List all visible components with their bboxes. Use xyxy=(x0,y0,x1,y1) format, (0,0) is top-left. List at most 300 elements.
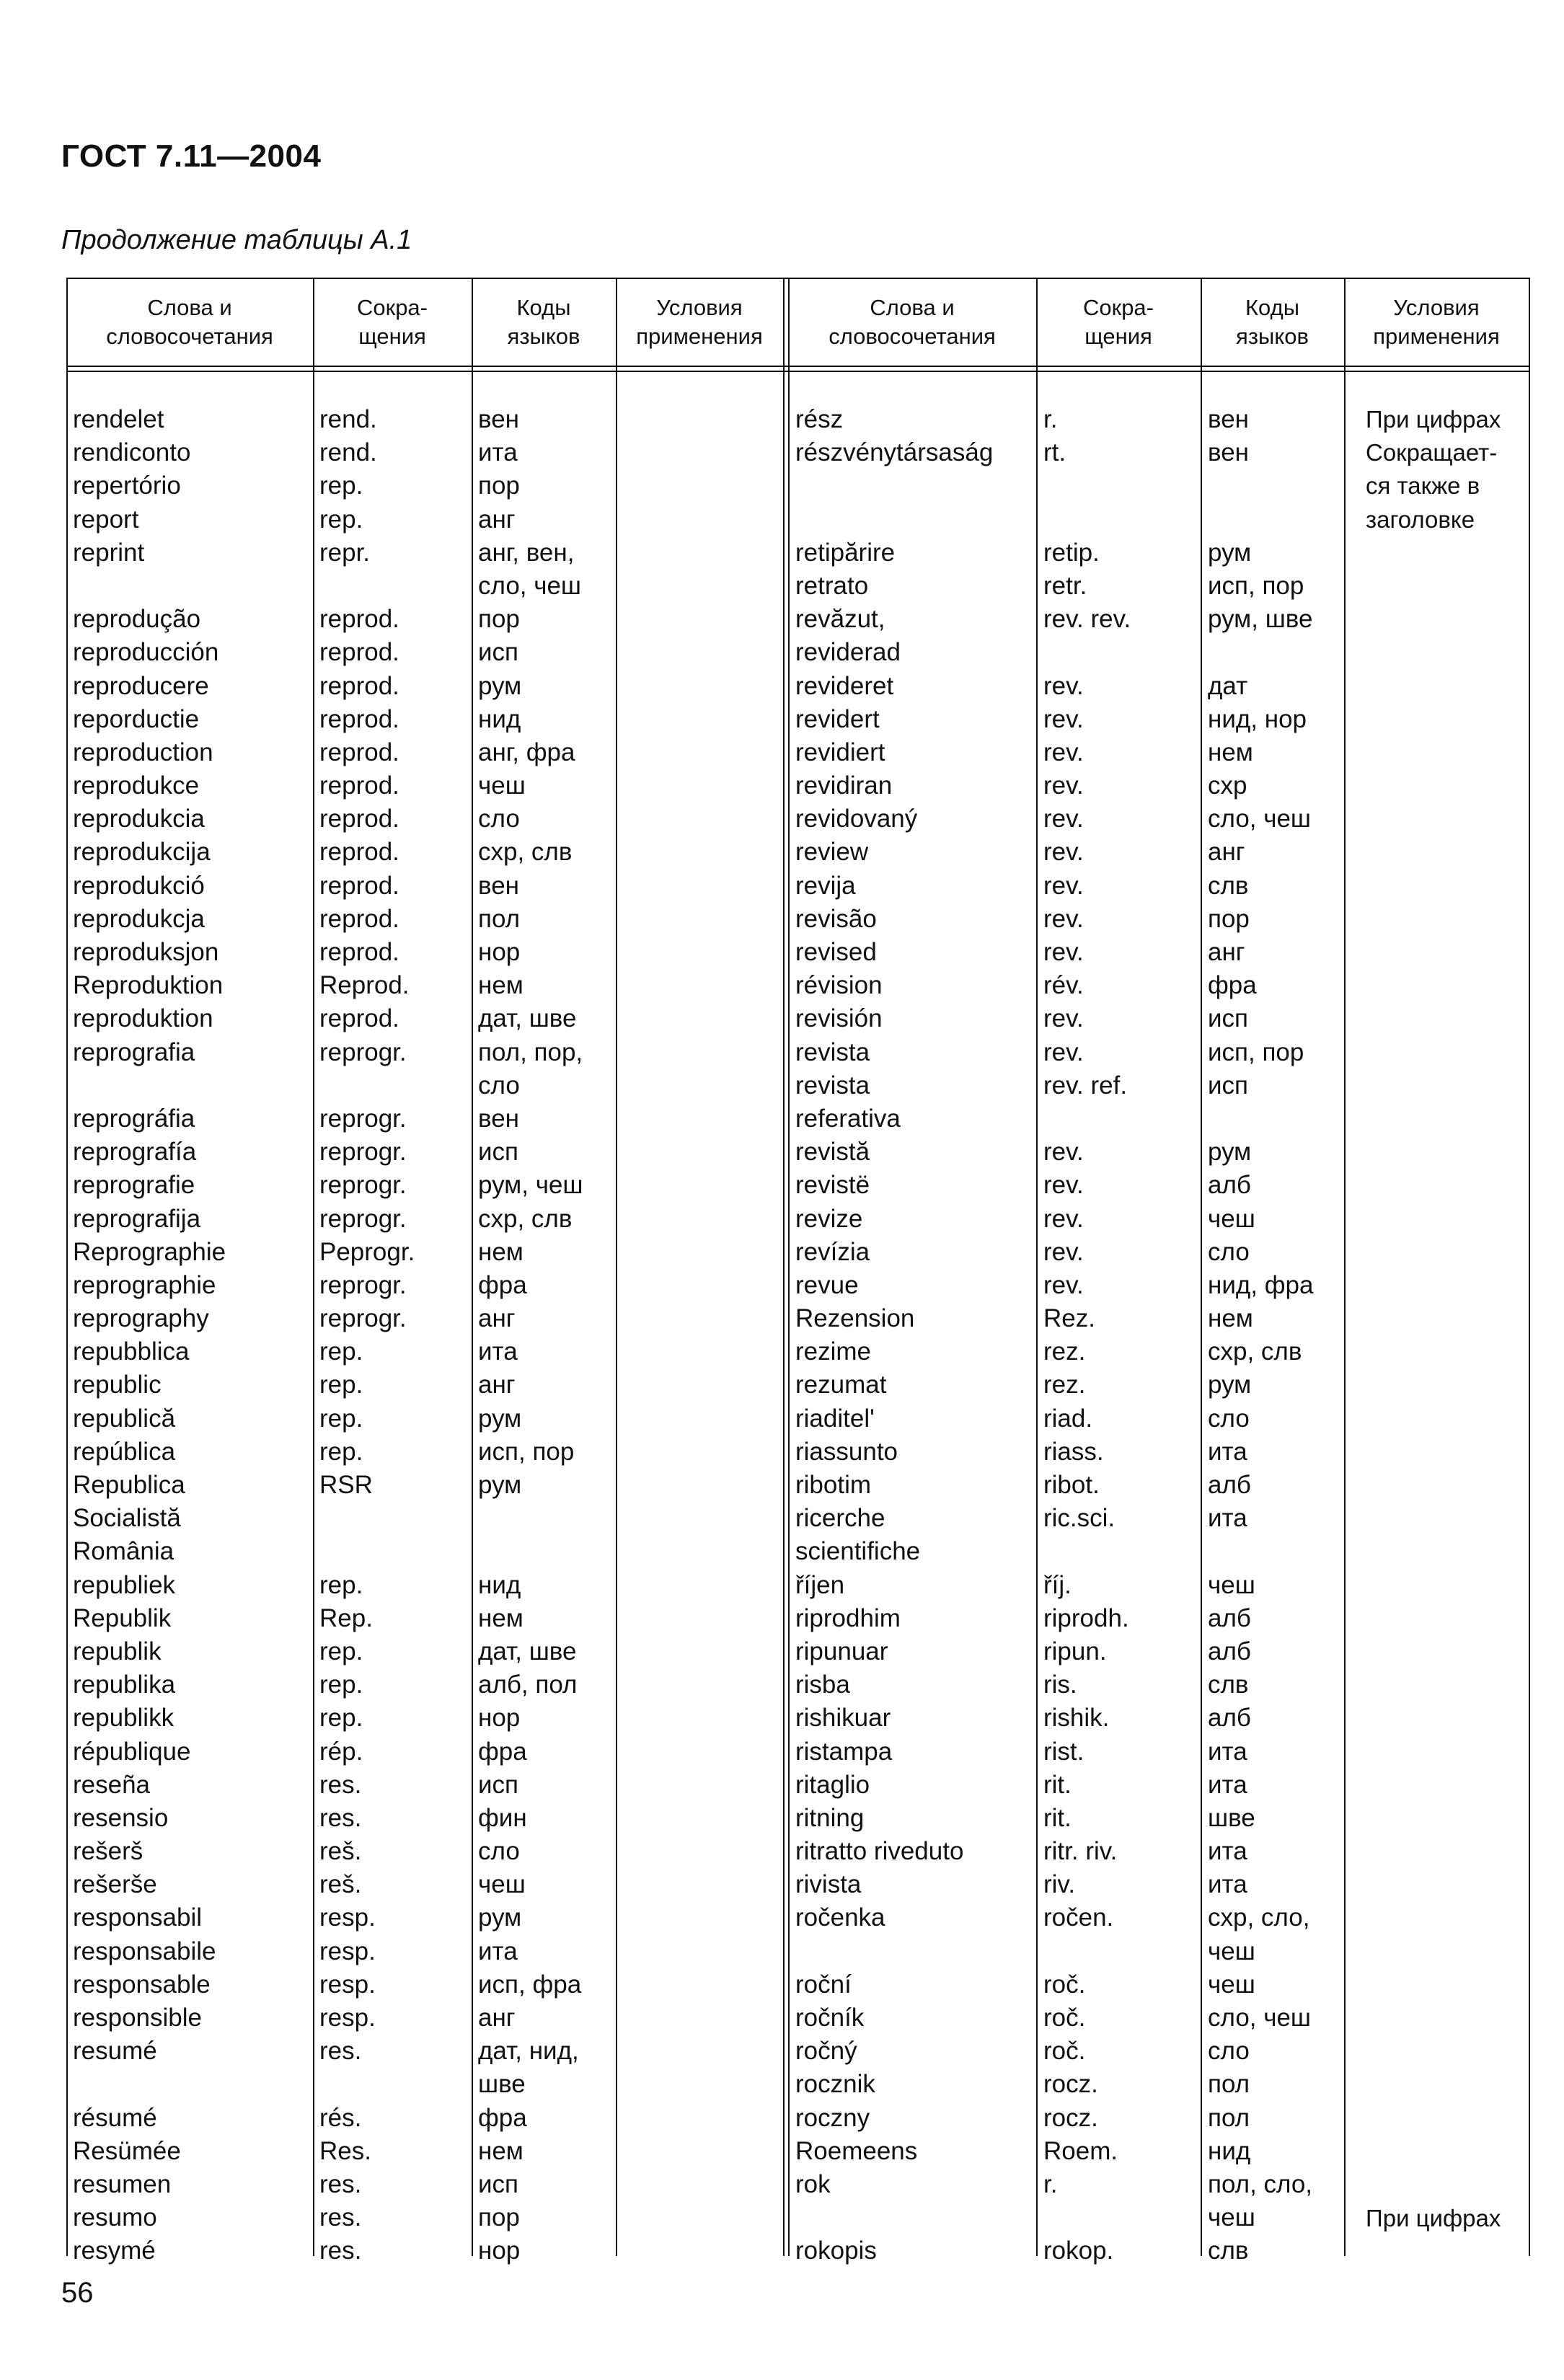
language-code-cell: исп, пор xyxy=(1208,571,1304,600)
word-cell: retipărire xyxy=(795,538,896,567)
language-code-cell: дат xyxy=(1208,671,1248,700)
table-row xyxy=(66,403,783,436)
abbreviation-cell: rokop. xyxy=(1043,2237,1114,2265)
abbreviation-cell: res. xyxy=(319,2237,362,2265)
language-code-cell: исп, фра xyxy=(478,1970,582,1999)
abbreviation-cell: rev. xyxy=(1043,1038,1084,1066)
language-code-cell: сло xyxy=(478,805,520,833)
table-row xyxy=(788,403,1344,436)
table-row xyxy=(66,2068,783,2101)
abbreviation-cell: res. xyxy=(319,1803,362,1832)
language-code-cell: схр, сло, xyxy=(1208,1903,1310,1932)
table-row xyxy=(66,1901,783,1934)
left-table-body xyxy=(66,403,783,2268)
word-cell: risba xyxy=(795,1671,850,1699)
word-cell: ročník xyxy=(795,2004,865,2032)
abbreviation-cell: rt. xyxy=(1043,438,1066,467)
table-row xyxy=(788,1635,1344,1668)
language-code-cell: пор xyxy=(1208,904,1250,933)
language-code-cell: рум xyxy=(1208,1371,1252,1399)
abbreviation-cell: ročen. xyxy=(1043,1903,1114,1932)
abbreviation-cell: rend. xyxy=(319,405,377,433)
abbreviation-cell: rév. xyxy=(1043,971,1084,1000)
language-code-cell: сло, чеш xyxy=(1208,805,1312,833)
header-words: Слова и словосочетания xyxy=(829,295,996,349)
abbreviation-cell: ris. xyxy=(1043,1671,1077,1699)
language-code-cell: пол xyxy=(1208,2070,1250,2099)
word-cell: rendelet xyxy=(73,405,164,433)
word-cell: revidert xyxy=(795,704,880,733)
word-cell: revidovaný xyxy=(795,805,918,833)
word-cell: ročenka xyxy=(795,1903,885,1932)
abbreviation-cell: rep. xyxy=(319,1704,363,1733)
word-cell: reproducere xyxy=(73,671,209,700)
condition-note: При цифрах Сокращает- ся также в заголовке xyxy=(1366,406,1501,533)
language-code-cell: пор xyxy=(478,2203,520,2232)
word-cell: republiek xyxy=(73,1570,176,1599)
table-row xyxy=(66,603,783,636)
word-cell: ribotim xyxy=(795,1471,872,1499)
word-cell: reprografija xyxy=(73,1204,201,1233)
table-row xyxy=(66,1469,783,1502)
table-caption: Продолжение таблицы А.1 xyxy=(61,225,412,255)
table-row xyxy=(66,1835,783,1868)
language-code-cell: слв xyxy=(1208,2237,1249,2265)
word-cell: republic xyxy=(73,1371,162,1399)
abbreviation-cell: rep. xyxy=(319,1570,363,1599)
abbreviation-cell: ribot. xyxy=(1043,1471,1100,1499)
abbreviation-cell: repr. xyxy=(319,538,371,567)
word-cell: república xyxy=(73,1437,176,1466)
table-row xyxy=(66,636,783,669)
word-cell: részvénytársaság xyxy=(795,438,994,467)
word-cell: rok xyxy=(795,2169,831,2198)
language-code-cell: исп, пор xyxy=(478,1437,575,1466)
table-row xyxy=(788,1435,1344,1469)
table-row xyxy=(788,2035,1344,2068)
word-cell: resumen xyxy=(73,2169,172,2198)
table-row xyxy=(66,1502,783,1535)
abbreviation-cell: reprod. xyxy=(319,638,399,667)
table-row xyxy=(788,1069,1344,1102)
language-code-cell: анг xyxy=(478,505,516,534)
table-row xyxy=(788,1968,1344,2001)
table-row xyxy=(66,1802,783,1835)
language-code-cell: нем xyxy=(1208,1304,1253,1333)
table-row xyxy=(788,436,1344,469)
table-row xyxy=(66,670,783,703)
abbreviation-cell: rev. xyxy=(1043,1171,1084,1200)
word-cell: scientifiche xyxy=(795,1537,921,1566)
header-language-codes: Коды языков xyxy=(1236,295,1309,349)
language-code-cell: рум, чеш xyxy=(478,1171,583,1200)
table-row xyxy=(788,2068,1344,2101)
language-code-cell: сло xyxy=(1208,1404,1250,1433)
abbreviation-cell: reprod. xyxy=(319,738,399,766)
language-code-cell: вен xyxy=(1208,438,1249,467)
language-code-cell: чеш xyxy=(1208,1970,1255,1999)
language-code-cell: пор xyxy=(478,605,520,634)
table-row xyxy=(66,469,783,503)
abbreviation-cell: ritr. riv. xyxy=(1043,1837,1118,1866)
word-cell: reprodukce xyxy=(73,771,200,800)
abbreviation-cell: retr. xyxy=(1043,571,1087,600)
language-code-cell: алб xyxy=(1208,1171,1251,1200)
table-row xyxy=(66,536,783,570)
abbreviation-cell: rev. xyxy=(1043,771,1084,800)
abbreviation-cell: rep. xyxy=(319,1671,363,1699)
language-code-cell: нид xyxy=(1208,2136,1251,2165)
page-number: 56 xyxy=(61,2277,94,2309)
abbreviation-cell: rep. xyxy=(319,505,363,534)
right-table-body xyxy=(788,403,1344,2268)
language-code-cell: рум xyxy=(1208,538,1252,567)
table-row xyxy=(788,570,1344,603)
table-row xyxy=(66,1002,783,1035)
word-cell: România xyxy=(73,1537,174,1566)
word-cell: revidiert xyxy=(795,738,885,766)
abbreviation-cell: rev. xyxy=(1043,1237,1084,1266)
language-code-cell: исп xyxy=(1208,1071,1249,1100)
word-cell: reprodukcja xyxy=(73,904,205,933)
language-code-cell: схр, слв xyxy=(1208,1337,1302,1366)
word-cell: reprodukció xyxy=(73,871,205,900)
language-code-cell: пол xyxy=(1208,2103,1250,2132)
word-cell: říjen xyxy=(795,1570,845,1599)
word-cell: Rezension xyxy=(795,1304,915,1333)
table-row xyxy=(66,1136,783,1169)
abbreviation-cell: rev. xyxy=(1043,1204,1084,1233)
table-row xyxy=(66,1302,783,1335)
word-cell: roční xyxy=(795,1970,852,1999)
language-code-cell: исп xyxy=(478,1770,519,1799)
abbreviation-cell: reprod. xyxy=(319,938,399,966)
language-code-cell: пол, пор, xyxy=(478,1038,583,1066)
word-cell: reporductie xyxy=(73,704,200,733)
word-cell: revistă xyxy=(795,1138,870,1167)
table-row xyxy=(788,1469,1344,1502)
word-cell: rész xyxy=(795,405,844,433)
word-cell: revised xyxy=(795,938,877,966)
table-row xyxy=(66,1569,783,1602)
word-cell: revisão xyxy=(795,904,877,933)
language-code-cell: чеш xyxy=(1208,1204,1255,1233)
table-row xyxy=(788,636,1344,669)
abbreviation-cell: reprogr. xyxy=(319,1204,407,1233)
table-row xyxy=(788,603,1344,636)
abbreviation-cell: rit. xyxy=(1043,1803,1072,1832)
word-cell: rishikuar xyxy=(795,1704,891,1733)
language-code-cell: анг xyxy=(1208,838,1245,867)
language-code-cell: нем xyxy=(478,1237,523,1266)
language-code-cell: вен xyxy=(1208,405,1249,433)
word-cell: republik xyxy=(73,1637,162,1665)
word-cell: ristampa xyxy=(795,1737,893,1766)
language-code-cell: анг xyxy=(478,1304,516,1333)
abbreviation-cell: rocz. xyxy=(1043,2103,1098,2132)
abbreviation-cell: reprogr. xyxy=(319,1171,407,1200)
table-row xyxy=(66,1968,783,2001)
language-code-cell: анг xyxy=(1208,938,1245,966)
word-cell: riprodhim xyxy=(795,1603,901,1632)
abbreviation-cell: rev. xyxy=(1043,805,1084,833)
language-code-cell: алб xyxy=(1208,1704,1251,1733)
language-code-cell: схр, слв xyxy=(478,1204,573,1233)
abbreviation-cell: rev. xyxy=(1043,871,1084,900)
table-row xyxy=(788,703,1344,736)
language-code-cell: пол xyxy=(478,904,521,933)
word-cell: revăzut, xyxy=(795,605,885,634)
table-row xyxy=(788,870,1344,903)
word-cell: république xyxy=(73,1737,191,1766)
abbreviation-cell: rev. xyxy=(1043,938,1084,966)
language-code-cell: фра xyxy=(1208,971,1257,1000)
word-cell: revize xyxy=(795,1204,863,1233)
word-cell: rocznik xyxy=(795,2070,875,2099)
word-cell: reprográfia xyxy=(73,1104,195,1133)
word-cell: revideret xyxy=(795,671,894,700)
table-row xyxy=(66,1435,783,1469)
language-code-cell: нем xyxy=(478,971,523,1000)
language-code-cell: анг xyxy=(478,2004,516,2032)
header-conditions: Условия применения xyxy=(636,295,763,349)
word-cell: ročný xyxy=(795,2037,857,2066)
language-code-cell: исп xyxy=(478,638,519,667)
abbreviation-cell: reprogr. xyxy=(319,1104,407,1133)
word-cell: reprographie xyxy=(73,1270,216,1299)
abbreviation-cell: Reprod. xyxy=(319,971,410,1000)
word-cell: republika xyxy=(73,1671,176,1699)
header-language-codes: Коды языков xyxy=(507,295,580,349)
word-cell: ritning xyxy=(795,1803,865,1832)
word-cell: reprodukcia xyxy=(73,805,205,833)
abbreviation-cell: reprod. xyxy=(319,605,399,634)
word-cell: Republica xyxy=(73,1471,185,1499)
table-row xyxy=(66,969,783,1002)
abbreviation-cell: rev. rev. xyxy=(1043,605,1131,634)
abbreviation-cell: reš. xyxy=(319,1870,362,1899)
language-code-cell: шве xyxy=(478,2070,526,2099)
header-divider xyxy=(66,366,1530,372)
abbreviation-cell: Res. xyxy=(319,2136,371,2165)
word-cell: reviderad xyxy=(795,638,901,667)
language-code-cell: исп, пор xyxy=(1208,1038,1304,1066)
word-cell: rezime xyxy=(795,1337,872,1366)
table-row xyxy=(788,736,1344,769)
abbreviation-cell: reprod. xyxy=(319,771,399,800)
language-code-cell: чеш xyxy=(1208,1937,1255,1965)
word-cell: responsable xyxy=(73,1970,211,1999)
table-row xyxy=(66,1169,783,1202)
abbreviation-table xyxy=(66,278,1530,2265)
language-code-cell: дат, шве xyxy=(478,1637,577,1665)
word-cell: resymé xyxy=(73,2237,156,2265)
table-row xyxy=(788,536,1344,570)
word-cell: Republik xyxy=(73,1603,172,1632)
language-code-cell: ита xyxy=(1208,1737,1247,1766)
table-row xyxy=(66,2001,783,2035)
table-row xyxy=(66,1769,783,1802)
table-row xyxy=(788,1502,1344,1535)
language-code-cell: рум xyxy=(478,1404,522,1433)
table-row xyxy=(66,736,783,769)
table-row xyxy=(66,1102,783,1136)
abbreviation-cell: reš. xyxy=(319,1837,362,1866)
table-row xyxy=(788,670,1344,703)
abbreviation-cell: reprogr. xyxy=(319,1038,407,1066)
word-cell: revízia xyxy=(795,1237,870,1266)
language-code-cell: алб xyxy=(1208,1471,1251,1499)
table-row xyxy=(66,1335,783,1368)
word-cell: resensio xyxy=(73,1803,169,1832)
word-cell: revidiran xyxy=(795,771,893,800)
table-row xyxy=(788,836,1344,869)
word-cell: rendiconto xyxy=(73,438,191,467)
language-code-cell: чеш xyxy=(1208,1570,1255,1599)
table-row xyxy=(66,2102,783,2135)
word-cell: reprografie xyxy=(73,1171,195,1200)
language-code-cell: чеш xyxy=(478,771,526,800)
word-cell: republikk xyxy=(73,1704,174,1733)
word-cell: ritaglio xyxy=(795,1770,870,1799)
language-code-cell: сло, чеш xyxy=(1208,2004,1312,2032)
table-row xyxy=(66,1535,783,1568)
word-cell: republică xyxy=(73,1404,176,1433)
table-border-right xyxy=(1529,279,1530,2256)
abbreviation-cell: roč. xyxy=(1043,2004,1086,2032)
table-row xyxy=(788,2201,1344,2234)
word-cell: rešerš xyxy=(73,1837,143,1866)
table-row xyxy=(66,1036,783,1069)
table-row xyxy=(788,1535,1344,1568)
header-words: Слова и словосочетания xyxy=(106,295,273,349)
word-cell: riassunto xyxy=(795,1437,898,1466)
abbreviation-cell: riass. xyxy=(1043,1437,1104,1466)
language-code-cell: дат, шве xyxy=(478,1004,577,1033)
language-code-cell: вен xyxy=(478,871,519,900)
abbreviation-cell: resp. xyxy=(319,1970,376,1999)
word-cell: rivista xyxy=(795,1870,862,1899)
language-code-cell: фин xyxy=(478,1803,527,1832)
abbreviation-cell: r. xyxy=(1043,405,1058,433)
language-code-cell: сло xyxy=(1208,2037,1250,2066)
table-row xyxy=(66,1368,783,1402)
table-row xyxy=(788,469,1344,503)
condition-note: При цифрах xyxy=(1366,2205,1501,2231)
word-cell: reproducción xyxy=(73,638,219,667)
language-code-cell: нид xyxy=(478,1570,521,1599)
table-row xyxy=(788,1735,1344,1769)
language-code-cell: пол, сло, xyxy=(1208,2169,1313,2198)
language-code-cell: слв xyxy=(1208,1671,1249,1699)
abbreviation-cell: rep. xyxy=(319,1371,363,1399)
table-row xyxy=(66,1402,783,1435)
language-code-cell: нем xyxy=(1208,738,1253,766)
language-code-cell: нор xyxy=(478,938,521,966)
table-row xyxy=(66,1236,783,1269)
table-row xyxy=(788,2135,1344,2168)
language-code-cell: вен xyxy=(478,1104,519,1133)
abbreviation-cell: rocz. xyxy=(1043,2070,1098,2099)
language-code-cell: анг, вен, xyxy=(478,538,575,567)
language-code-cell: исп xyxy=(478,1138,519,1167)
language-code-cell: рум xyxy=(1208,1138,1252,1167)
table-row xyxy=(788,1302,1344,1335)
table-row xyxy=(788,769,1344,802)
abbreviation-cell: retip. xyxy=(1043,538,1100,567)
table-row xyxy=(788,1203,1344,1236)
word-cell: responsabile xyxy=(73,1937,216,1965)
table-row xyxy=(66,802,783,836)
table-row xyxy=(788,1402,1344,1435)
language-code-cell: исп xyxy=(1208,1004,1249,1033)
abbreviation-cell: rev. xyxy=(1043,1004,1084,1033)
word-cell: reprodukcija xyxy=(73,838,211,867)
document-code: ГОСТ 7.11—2004 xyxy=(61,138,322,174)
language-code-cell: нид, нор xyxy=(1208,704,1307,733)
abbreviation-cell: reprogr. xyxy=(319,1138,407,1167)
language-code-cell: нид xyxy=(478,704,521,733)
abbreviation-cell: rev. xyxy=(1043,904,1084,933)
table-row xyxy=(66,503,783,536)
language-code-cell: нид, фра xyxy=(1208,1270,1314,1299)
language-code-cell: нем xyxy=(478,1603,523,1632)
table-row xyxy=(66,1868,783,1901)
table-row xyxy=(66,2035,783,2068)
word-cell: reproduksjon xyxy=(73,938,219,966)
table-row xyxy=(788,1335,1344,1368)
table-row xyxy=(788,903,1344,936)
language-code-cell: сло xyxy=(478,1837,520,1866)
language-code-cell: схр xyxy=(1208,771,1247,800)
abbreviation-cell: rev. xyxy=(1043,1138,1084,1167)
word-cell: revue xyxy=(795,1270,859,1299)
table-row xyxy=(788,1269,1344,1302)
table-row xyxy=(788,936,1344,969)
word-cell: révision xyxy=(795,971,883,1000)
language-code-cell: ита xyxy=(1208,1770,1247,1799)
word-cell: revista xyxy=(795,1038,870,1066)
abbreviation-cell: rishik. xyxy=(1043,1704,1110,1733)
table-row xyxy=(788,503,1344,536)
word-cell: roczny xyxy=(795,2103,870,2132)
language-code-cell: анг xyxy=(478,1371,516,1399)
table-row xyxy=(66,1668,783,1702)
language-code-cell: шве xyxy=(1208,1803,1255,1832)
table-row xyxy=(788,1368,1344,1402)
language-code-cell: рум xyxy=(478,1471,522,1499)
language-code-cell: вен xyxy=(478,405,519,433)
word-cell: ritratto riveduto xyxy=(795,1837,964,1866)
header-abbreviations: Сокра- щения xyxy=(1083,295,1154,349)
abbreviation-cell: res. xyxy=(319,2169,362,2198)
table-row xyxy=(66,1735,783,1769)
table-row xyxy=(66,703,783,736)
word-cell: repubblica xyxy=(73,1337,190,1366)
abbreviation-cell: reprogr. xyxy=(319,1304,407,1333)
table-row xyxy=(66,2135,783,2168)
table-row xyxy=(788,1835,1344,1868)
word-cell: reproduction xyxy=(73,738,213,766)
word-cell: Socialistă xyxy=(73,1504,181,1533)
word-cell: revistë xyxy=(795,1171,870,1200)
abbreviation-cell: rit. xyxy=(1043,1770,1072,1799)
table-row xyxy=(66,1935,783,1968)
abbreviation-cell: reprod. xyxy=(319,1004,399,1033)
abbreviation-cell: rev. xyxy=(1043,838,1084,867)
word-cell: Resümée xyxy=(73,2136,181,2165)
table-row xyxy=(788,802,1344,836)
